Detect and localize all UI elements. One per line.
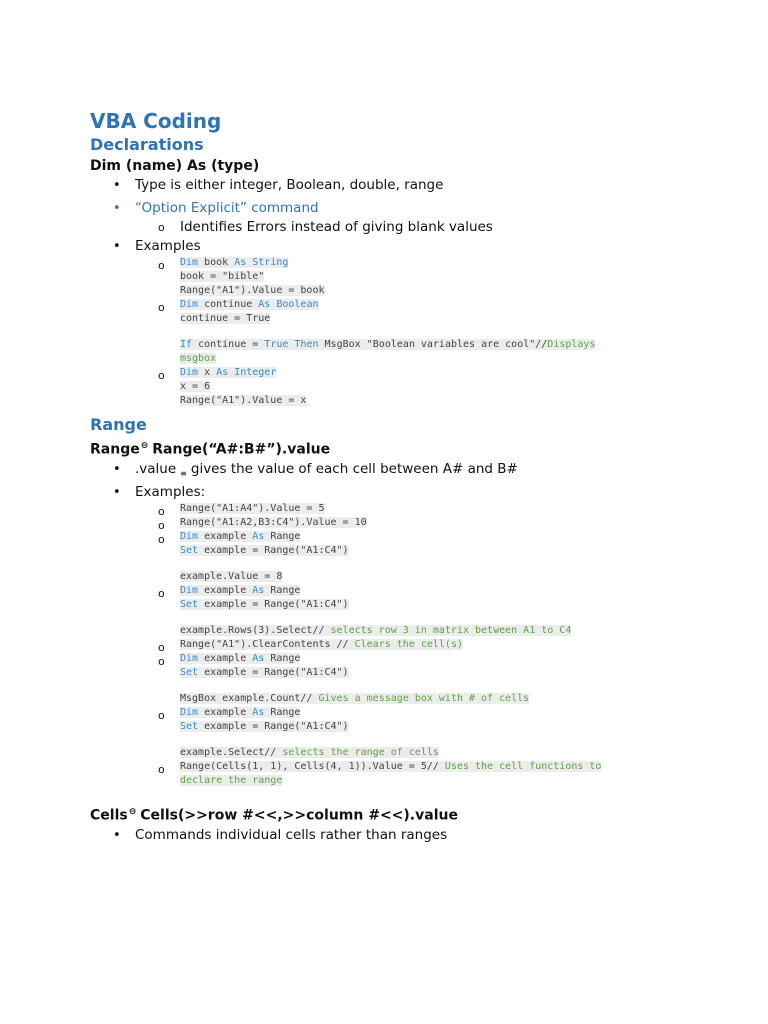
code-keyword: Dim xyxy=(180,257,199,268)
code-text: Range("A1").ClearContents // xyxy=(180,639,355,651)
code-example xyxy=(90,530,690,584)
bullet-text: Commands individual cells rather than ranges xyxy=(135,827,448,843)
code-keyword: String xyxy=(246,257,289,268)
code-keyword: Dim xyxy=(180,299,199,310)
sublist xyxy=(90,218,690,237)
code-text: x xyxy=(198,367,217,378)
code-block xyxy=(180,638,690,652)
syntax-label: Cells xyxy=(90,808,128,824)
examples-sublist xyxy=(90,256,690,408)
code-text: Range xyxy=(264,531,301,543)
code-comment: selects the range of cells xyxy=(282,747,439,759)
code-keyword: Dim xyxy=(180,367,199,378)
range-examples-sublist xyxy=(90,502,690,788)
code-block xyxy=(180,584,690,638)
code-line: book = "bible" xyxy=(180,271,265,282)
list-item xyxy=(90,460,690,484)
code-text: Range xyxy=(264,707,301,719)
bullet-icon: • xyxy=(113,828,121,843)
circle-bullet-icon: o xyxy=(158,533,165,547)
code-line: Range("A1").Value = book xyxy=(180,285,325,296)
code-block xyxy=(180,298,690,366)
code-comment: Clears the cell(s) xyxy=(354,639,463,651)
list-item xyxy=(90,237,690,408)
code-example xyxy=(90,298,690,366)
code-line: x = 6 xyxy=(180,381,211,392)
code-keyword: Boolean xyxy=(270,299,319,310)
code-text: example.Rows(3).Select// xyxy=(180,625,331,637)
circle-bullet-icon: o xyxy=(158,641,165,655)
syntax-text: Range(“A#:B#”).value xyxy=(152,441,331,458)
code-text: MsgBox "Boolean variables are cool"// xyxy=(318,339,548,350)
code-keyword: Set xyxy=(180,667,199,679)
code-keyword: As xyxy=(252,707,265,719)
code-text: book xyxy=(198,257,235,268)
code-example xyxy=(90,256,690,298)
code-keyword: Then xyxy=(294,339,319,350)
bullet-text: .value xyxy=(135,460,177,477)
code-example xyxy=(90,652,690,706)
code-keyword: Integer xyxy=(228,367,277,378)
code-keyword: Set xyxy=(180,545,199,557)
code-keyword: As xyxy=(252,653,265,665)
code-keyword: As xyxy=(234,257,247,268)
code-text: example = Range("A1:C4") xyxy=(198,667,349,679)
arrow-icon: ⊖ xyxy=(128,807,137,818)
code-block xyxy=(180,652,690,706)
arrow-icon: ⊖ xyxy=(140,441,149,451)
document-title: VBA Coding xyxy=(90,109,222,133)
code-block xyxy=(180,706,690,760)
syntax-label: Range xyxy=(90,441,140,458)
code-text: example = Range("A1:C4") xyxy=(198,721,349,733)
code-keyword: If xyxy=(180,339,193,350)
code-comment: Uses the cell functions to xyxy=(444,761,602,773)
code-block xyxy=(180,516,690,530)
circle-bullet-icon: o xyxy=(158,519,165,533)
code-comment: Displays xyxy=(547,339,596,350)
code-text: example.Select// xyxy=(180,747,283,759)
code-keyword: Set xyxy=(180,599,199,611)
circle-bullet-icon: o xyxy=(158,221,165,234)
code-text: Range xyxy=(264,653,301,665)
code-example xyxy=(90,502,690,519)
code-block xyxy=(180,256,690,298)
circle-bullet-icon: o xyxy=(158,587,165,601)
code-text: continue xyxy=(198,299,259,310)
code-line: Range("A1:A4").Value = 5 xyxy=(180,503,325,515)
code-text: example = Range("A1:C4") xyxy=(198,599,349,611)
code-keyword: As xyxy=(252,531,265,543)
code-block xyxy=(180,366,690,408)
code-text: example xyxy=(198,707,253,719)
code-example xyxy=(90,366,690,408)
code-text: Range(Cells(1, 1), Cells(4, 1)).Value = 5// xyxy=(180,761,445,773)
cells-list xyxy=(90,826,690,845)
declarations-list xyxy=(90,176,690,408)
code-keyword: As xyxy=(216,367,229,378)
list-item xyxy=(90,199,690,237)
bullet-text: Identifies Errors instead of giving blank values xyxy=(180,219,493,235)
bullet-icon: • xyxy=(113,461,121,477)
code-comment: msgbox xyxy=(180,353,217,364)
bullet-text: gives the value of each cell between A# and B# xyxy=(190,460,518,477)
code-line: Range("A1:A2,B3:C4").Value = 10 xyxy=(180,517,367,529)
document-page xyxy=(90,108,690,845)
code-keyword: Dim xyxy=(180,585,199,597)
code-keyword: True xyxy=(264,339,289,350)
code-keyword: As xyxy=(252,585,265,597)
code-example xyxy=(90,706,690,760)
code-keyword: As xyxy=(258,299,271,310)
equals-icon: ≡ xyxy=(180,469,187,479)
code-text: continue = xyxy=(192,339,265,350)
range-list xyxy=(90,460,690,789)
code-keyword: Set xyxy=(180,721,199,733)
circle-bullet-icon: o xyxy=(158,369,165,382)
code-line: Range("A1").Value = x xyxy=(180,395,307,406)
circle-bullet-icon: o xyxy=(158,505,165,519)
bullet-icon: • xyxy=(113,201,121,216)
list-item xyxy=(90,826,690,845)
list-item xyxy=(90,176,690,195)
code-comment: selects row 3 in matrix between A1 to C4 xyxy=(330,625,572,637)
bullet-text: Type is either integer, Boolean, double, range xyxy=(135,177,444,193)
code-example xyxy=(90,760,690,788)
bullet-text: Examples xyxy=(135,238,201,254)
code-keyword: Dim xyxy=(180,707,199,719)
code-example xyxy=(90,516,690,533)
range-syntax xyxy=(90,436,690,460)
code-text: example xyxy=(198,653,253,665)
code-keyword: Dim xyxy=(180,653,199,665)
code-comment: declare the range xyxy=(180,775,283,787)
code-example xyxy=(90,638,690,655)
code-line: continue = True xyxy=(180,313,271,324)
code-block xyxy=(180,502,690,516)
bullet-icon: • xyxy=(113,485,121,501)
bullet-text: “Option Explicit” command xyxy=(135,200,319,216)
code-block xyxy=(180,760,690,788)
code-comment: Gives a message box with # of cells xyxy=(318,693,530,705)
code-text: example = Range("A1:C4") xyxy=(198,545,349,557)
circle-bullet-icon: o xyxy=(158,709,165,723)
cells-syntax xyxy=(90,802,690,826)
code-text: example xyxy=(198,531,253,543)
code-line: example.Value = 8 xyxy=(180,571,283,583)
range-heading: Range xyxy=(90,415,147,434)
code-example xyxy=(90,584,690,638)
list-item xyxy=(90,218,690,237)
circle-bullet-icon: o xyxy=(158,259,165,272)
circle-bullet-icon: o xyxy=(158,655,165,669)
code-keyword: Dim xyxy=(180,531,199,543)
bullet-icon: • xyxy=(113,239,121,254)
list-item xyxy=(90,483,690,788)
declarations-syntax: Dim (name) As (type) xyxy=(90,158,260,174)
declarations-heading: Declarations xyxy=(90,135,204,154)
code-block xyxy=(180,530,690,584)
circle-bullet-icon: o xyxy=(158,301,165,314)
bullet-text: Examples: xyxy=(135,484,206,501)
code-text: MsgBox example.Count// xyxy=(180,693,319,705)
circle-bullet-icon: o xyxy=(158,763,165,777)
code-text: example xyxy=(198,585,253,597)
syntax-text: Cells(>>row #<<,>>column #<<).value xyxy=(140,808,458,824)
code-text: Range xyxy=(264,585,301,597)
bullet-icon: • xyxy=(113,178,121,193)
